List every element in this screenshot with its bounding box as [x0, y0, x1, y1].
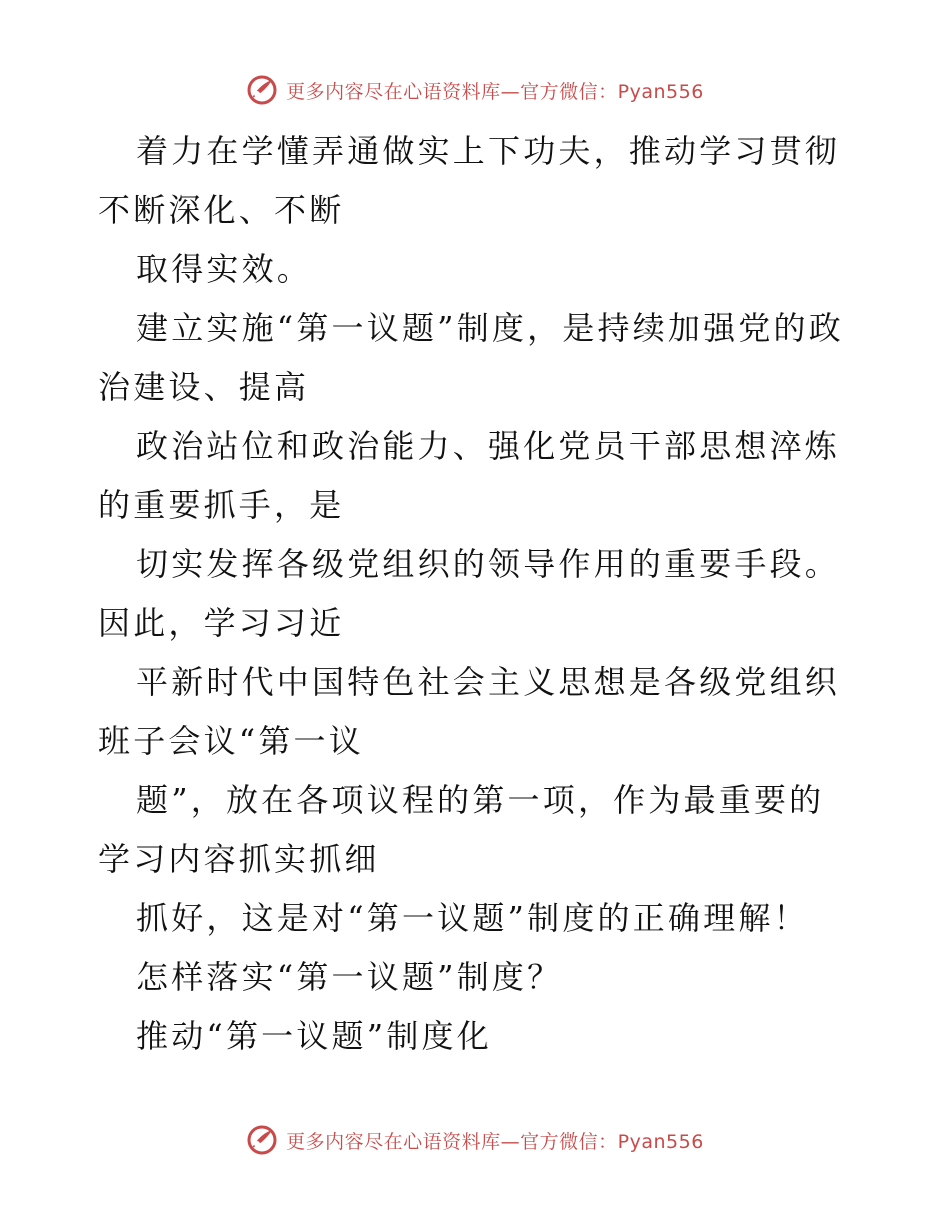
paragraph-10: 推动“第一议题”制度化 [136, 1017, 492, 1055]
paragraph-2: 取得实效。 [136, 250, 313, 288]
paragraph-4: 政治站位和政治能力、强化党员干部思想淬炼的重要抓手，是 [98, 427, 841, 524]
paragraph-5: 切实发挥各级党组织的领导作用的重要手段。因此，学习习近 [98, 545, 841, 642]
paragraph-6: 平新时代中国特色社会主义思想是各级党组织班子会议“第一议 [98, 663, 841, 760]
logo-icon [246, 1124, 278, 1156]
paragraph-3: 建立实施“第一议题”制度，是持续加强党的政治建设、提高 [98, 309, 844, 406]
paragraph-7: 题”，放在各项议程的第一项，作为最重要的学习内容抓实抓细 [98, 781, 825, 878]
footer-watermark-text: 更多内容尽在心语资料库—官方微信：Pyan556 [286, 1130, 704, 1153]
page-footer-watermark [0, 1120, 950, 1160]
document-body [98, 122, 858, 1066]
paragraph-8: 抓好，这是对“第一议题”制度的正确理解！ [136, 899, 809, 937]
header-watermark-text: 更多内容尽在心语资料库—官方微信：Pyan556 [286, 80, 704, 103]
page-header-watermark [0, 70, 950, 110]
logo-icon [246, 74, 278, 106]
paragraph-9: 怎样落实“第一议题”制度？ [136, 958, 563, 996]
paragraph-1: 着力在学懂弄通做实上下功夫，推动学习贯彻不断深化、不断 [98, 132, 841, 229]
